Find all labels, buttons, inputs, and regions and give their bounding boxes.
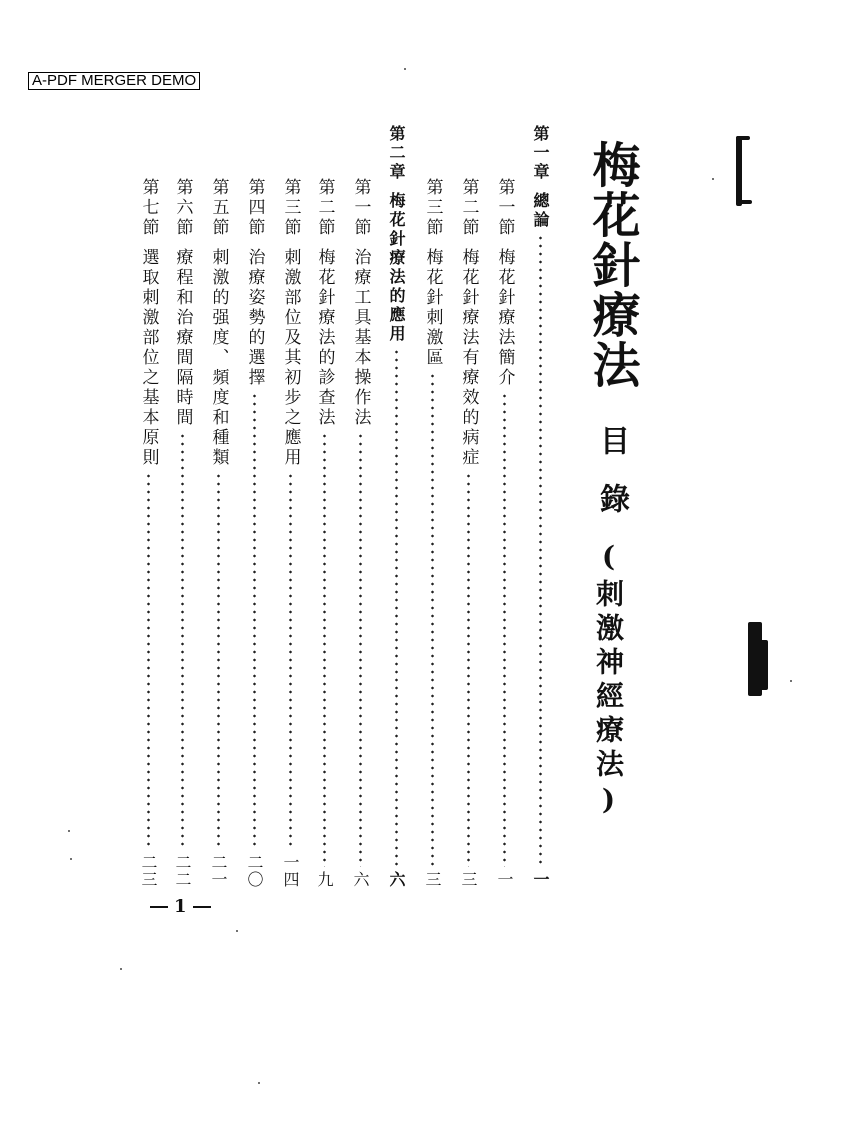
scan-speck <box>790 680 792 682</box>
toc-leader-dots <box>181 432 184 850</box>
watermark-label: A-PDF MERGER DEMO <box>28 72 200 90</box>
toc-entry-page: 二一 <box>209 854 228 888</box>
scan-speck <box>258 1082 260 1084</box>
toc-section <box>278 178 302 888</box>
toc-entry-page: 二三 <box>139 854 158 888</box>
toc-entry-label: 第五節 <box>208 178 229 238</box>
toc-section <box>242 178 266 888</box>
toc-entry-page: 九 <box>315 871 334 888</box>
toc-leader-dots <box>147 472 150 850</box>
toc-leader-dots <box>395 348 398 867</box>
scan-speck <box>404 68 406 70</box>
toc-entry-title: 梅花針療法簡介 <box>494 248 515 388</box>
toc-heading-mu: 目 <box>594 425 629 459</box>
toc-section <box>206 178 230 888</box>
toc-section <box>420 178 444 888</box>
toc-entry-title: 刺激部位及其初步之應用 <box>280 248 301 468</box>
toc-entry-label: 第一節 <box>350 178 371 238</box>
book-title: 梅花針療法 <box>584 140 640 390</box>
toc-entry-label: 第七節 <box>138 178 159 238</box>
toc-leader-dots <box>323 432 326 867</box>
toc-entry-title: 選取刺激部位之基本原則 <box>138 248 159 468</box>
book-subtitle: (刺激神經療法) <box>592 540 625 822</box>
toc-entry-title: 梅花針刺激區 <box>422 248 443 368</box>
toc-entry-title: 梅花針療法有療效的病症 <box>458 248 479 468</box>
toc-leader-dots <box>467 472 470 867</box>
toc-entry-label: 第二節 <box>314 178 335 238</box>
toc-entry-label: 第二節 <box>458 178 479 238</box>
toc-leader-dots <box>539 234 542 867</box>
toc-leader-dots <box>431 372 434 867</box>
scan-bracket-mark-top <box>736 136 750 140</box>
toc-heading-lu: 錄 <box>594 483 629 513</box>
toc-section <box>348 178 372 888</box>
toc-entry-title: 治療工具基本操作法 <box>350 248 371 428</box>
page-number <box>150 896 211 917</box>
scan-speck <box>712 178 714 180</box>
toc-entry-label: 第四節 <box>244 178 265 238</box>
toc-entry-title: 梅花針療法的診查法 <box>314 248 335 428</box>
toc-entry-page: 一四 <box>281 854 300 888</box>
toc-entry-title: 梅花針療法的應用 <box>387 192 406 344</box>
toc-section <box>170 178 194 888</box>
toc-chapter <box>528 125 552 888</box>
toc-entry-page: 三 <box>423 871 442 888</box>
toc-entry-title: 總論 <box>531 192 550 230</box>
toc-entry-page: 二〇 <box>245 854 264 888</box>
toc-entry-page: 二二 <box>173 854 192 888</box>
toc-leader-dots <box>289 472 292 850</box>
scan-speck <box>236 930 238 932</box>
toc-section <box>492 178 516 888</box>
toc-leader-dots <box>359 432 362 867</box>
toc-entry-page: 六 <box>387 871 406 888</box>
toc-entry-label: 第六節 <box>172 178 193 238</box>
page-number-value: 1 <box>174 896 187 917</box>
toc-entry-title: 刺激的强度、頻度和種類 <box>208 248 229 468</box>
toc-entry-label: 第一節 <box>494 178 515 238</box>
toc-entry-label: 第二章 <box>387 125 406 182</box>
toc-entry-title: 療程和治療間隔時間 <box>172 248 193 428</box>
toc-entry-label: 第三節 <box>280 178 301 238</box>
page-dash-left <box>150 906 168 908</box>
toc-section <box>456 178 480 888</box>
scan-bracket-mark-bottom <box>736 200 752 204</box>
toc-entry-page: 一 <box>495 871 514 888</box>
scan-bracket-mark <box>736 136 742 206</box>
scan-speck <box>70 858 72 860</box>
toc-leader-dots <box>503 392 506 867</box>
scan-speck <box>120 968 122 970</box>
toc-chapter <box>384 125 408 888</box>
toc-entry-title: 治療姿勢的選擇 <box>244 248 265 388</box>
toc-entry-page: 六 <box>351 871 370 888</box>
toc-entry-page: 一 <box>531 871 550 888</box>
toc-section <box>136 178 160 888</box>
toc-entry-page: 三 <box>459 871 478 888</box>
toc-section <box>312 178 336 888</box>
toc-leader-dots <box>217 472 220 850</box>
toc-entry-label: 第三節 <box>422 178 443 238</box>
scan-speck <box>68 830 70 832</box>
toc-entry-label: 第一章 <box>531 125 550 182</box>
scan-binding-mark-2 <box>760 640 768 690</box>
toc-leader-dots <box>253 392 256 850</box>
page-dash-right <box>193 906 211 908</box>
